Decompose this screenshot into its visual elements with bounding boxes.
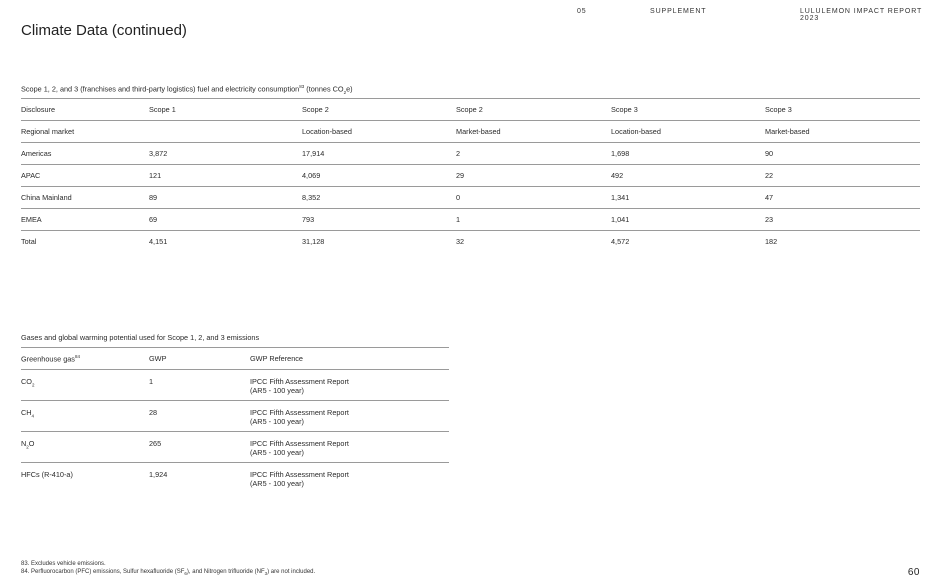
table1-caption-unit: (tonnes CO [304,84,344,94]
table-cell: 23 [765,215,774,224]
table-cell: Total [21,237,37,247]
table-row [21,231,920,253]
column-header: Scope 2 [302,105,329,114]
table1-caption-unit-sub: 2 [343,89,347,95]
table-cell: 121 [149,171,162,180]
table-row [21,370,449,401]
gas-name: $N_2O$ [21,439,35,450]
table-row [21,463,449,494]
gas-name: $CH_4$ [21,408,35,419]
table1-caption-unit-post: e) [346,84,353,94]
footnote-ref-84: 84 [74,353,80,359]
table-header-row [21,99,920,121]
table-cell: 2 [456,149,461,158]
footnote-84: 84. Perfluorocarbon (PFC) emissions, Sulfur hexafluoride $(SF_6)$, and Nitrogen trifluoride $(NF_3)$ are not included. [21,569,316,577]
header-greenhouse-gas: Greenhouse gas$^{84}$ [21,353,80,364]
table-cell: APAC [21,171,41,180]
column-header: Scope 1 [149,105,176,114]
gas-name: HFCs (R-410-a) [21,470,73,479]
table-cell: 31,128 [302,237,325,247]
gwp-reference: IPCC Fifth Assessment Report (AR5 - 100 year) [250,377,349,395]
table-cell: 8,352 [302,193,321,202]
header-gwp: GWP [149,354,167,363]
table-row [21,165,920,187]
table-cell: 182 [765,237,778,247]
table-cell: 47 [765,193,774,202]
table1-caption-text: Scope 1, 2, and 3 (franchises and third-party logistics) fuel and electricity consumption [21,84,300,94]
table-cell: 4,069 [302,171,321,180]
page-number: 60 [907,567,920,578]
table-row [21,187,920,209]
column-header: Scope 2 [456,105,483,114]
table-cell: 4,151 [149,237,168,247]
table-cell: 492 [611,171,624,180]
table2-caption: Gases and global warming potential used for Scope 1, 2, and 3 emissions [21,333,260,342]
gwp-value: 28 [149,408,158,417]
header-gwp-reference: GWP Reference [250,354,303,363]
table-row [21,401,449,432]
table1-caption [21,84,353,95]
table-cell: China Mainland [21,193,72,202]
table-cell: 1,041 [611,215,630,224]
table-cell: 22 [765,171,774,180]
table-cell: 29 [456,171,465,180]
gwp-reference: IPCC Fifth Assessment Report (AR5 - 100 year) [250,470,349,488]
gwp-reference: IPCC Fifth Assessment Report (AR5 - 100 year) [250,408,349,426]
table-row [21,209,920,231]
table-cell: 89 [149,193,158,202]
table-cell: 1,698 [611,149,630,158]
table-cell: Market-based [456,127,501,136]
table-cell: EMEA [21,215,42,224]
table-cell: 1,341 [611,193,630,202]
table-cell: Market-based [765,127,810,136]
table-cell: Americas [21,149,52,158]
table-cell: 0 [456,193,461,202]
table-row [21,432,449,463]
table-cell: 69 [149,215,158,224]
table-cell: 3,872 [149,149,168,158]
gas-name: $CO_2$ [21,377,35,388]
section-number: 05 [577,8,587,15]
table-cell: 1 [456,215,461,224]
table-cell: 32 [456,237,465,247]
table-cell: Location-based [302,127,352,136]
table-cell: Location-based [611,127,661,136]
column-header: Scope 3 [765,105,792,114]
gwp-value: 1,924 [149,470,168,479]
table-row [21,121,920,143]
table-cell: 4,572 [611,237,630,247]
gwp-table-header [21,348,449,370]
supplement-label: SUPPLEMENT [650,8,707,15]
table-cell: 17,914 [302,149,325,158]
column-header: Scope 3 [611,105,638,114]
gwp-value: 1 [149,377,154,386]
column-header: Disclosure [21,105,56,114]
table-row [21,143,920,165]
table-cell: Regional market [21,127,75,136]
table-cell [149,121,302,143]
table-cell: 793 [302,215,315,224]
table-cell: 90 [765,149,774,158]
page-title: Climate Data (continued) [21,22,187,39]
gwp-table [21,347,449,494]
footnote-ref-83: 83 [299,84,305,89]
emissions-table [21,98,920,253]
footnote-83: 83. Excludes vehicle emissions. [21,561,106,567]
gwp-value: 265 [149,439,162,448]
report-title: LULULEMON IMPACT REPORT 2023 [800,8,923,22]
gwp-reference: IPCC Fifth Assessment Report (AR5 - 100 year) [250,439,349,457]
